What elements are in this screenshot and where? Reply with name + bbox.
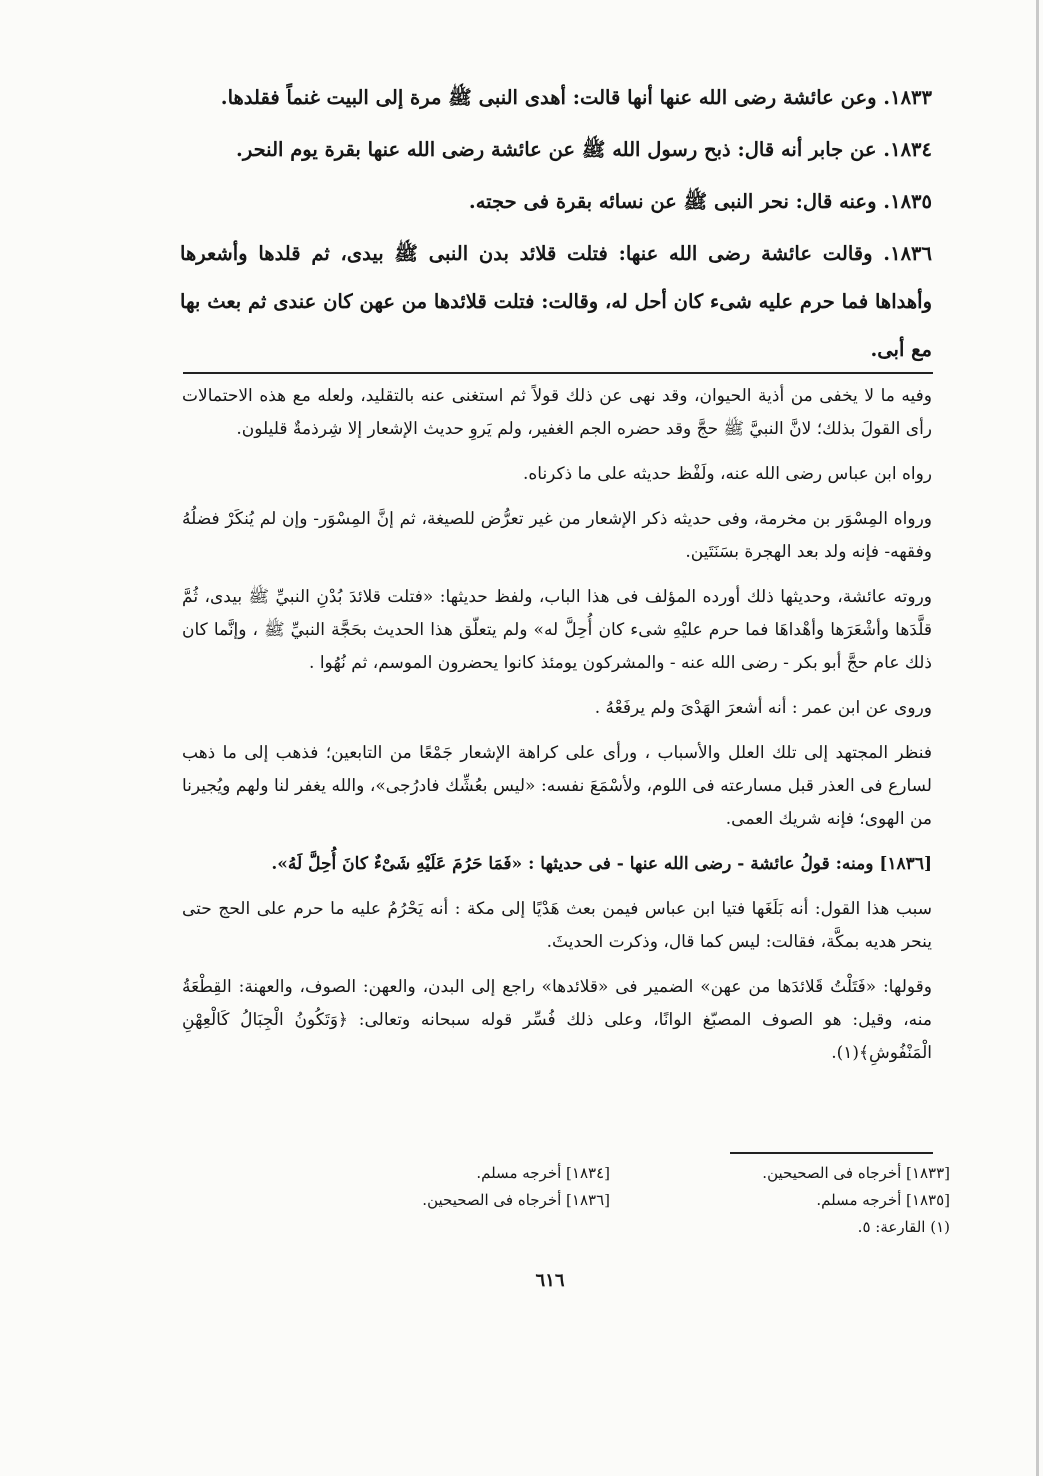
hadith-1834 [180,126,932,174]
commentary-paragraph: سبب هذا القول: أنه بَلَغَها فتيا ابن عباس فيمن بعث هَدْيًا إلى مكة : أنه يَحْرُمُ عليه ما حرم على الحج حتى ينحر هديه بمكَّة، فقالت: ليس كما قال، وذكرت الحديثَ. [182,899,932,952]
commentary-paragraph: رواه ابن عباس رضى الله عنه، ولَفْظ حديثه على ما ذكرناه. [522,464,932,484]
commentary-paragraph: وقولها: «فَتَلْتُ قَلائدَها من عهن» الضمير فى «قلائدها» راجع إلى البدن، والعهن: الصوف، والعهنة: القِطْعَةُ منه، وقيل: هو الصوف المصبّغ الوانًا، وعلى ذلك فُسِّر قوله سبحانه وتعالى: ﴿وَتَكُونُ الْجِبَالُ كَالْعِهْنِ الْمَنْفُوشِ﴾(١). [182,977,932,1063]
hadith-1835 [180,178,932,226]
footnote: [١٨٣٣] أخرجاه فى الصحيحين. [762,1164,950,1182]
footnote-columns [370,1160,950,1241]
footnote: [١٨٣٤] أخرجه مسلم. [476,1164,610,1182]
hadith-body: وعنه قال: نحر النبى ﷺ عن نسائه بقرة فى حجته. [468,190,877,213]
hadith-number: ١٨٣٣. [883,86,932,109]
commentary-paragraph: وروى عن ابن عمر : أنه أشعرَ الهَدْىَ ولم يرفَعْهُ . [594,698,932,718]
hadith-1833 [180,74,932,122]
commentary-paragraph: ورواه المِسْوَر بن مخرمة، وفى حديثه ذكر الإشعار من غير تعرُّض للصيغة، ثم إنَّ المِسْوَر- وإن لم يُنكَرْ فضلُهُ وفقهه- فإنه ولد بعد الهجرة بسَنَتَين. [182,509,932,562]
divider-line [183,372,933,374]
hadith-1836 [180,230,932,374]
hadith-text-block [180,74,932,378]
footnote: [١٨٣٥] أخرجه مسلم. [816,1191,950,1209]
footnote-column-left [370,1160,610,1241]
hadith-number: ١٨٣٦. [883,242,932,265]
footnotes [370,1160,950,1241]
footnote-column-right [610,1160,950,1241]
hadith-number: ١٨٣٤. [883,138,932,161]
commentary-paragraph: وروته عائشة، وحديثها ذلك أورده المؤلف فى هذا الباب، ولفظ حديثها: «فتلت قلائدَ بُدْنِ النبيِّ ﷺ بيدى، ثُمَّ قلَّدَها وأشْعَرَها وأهْداهَا فما حرم عليْهِ شىء كان أُحِلَّ له» ولم يتعلّق هذا الحديث بحَجَّة النبيِّ ﷺ ، وإنَّما كان ذلك عام حجَّ أبو بكر - رضى الله عنه - والمشركون يومئذ كانوا يحضرون الموسم، ثم نُهُوا . [182,587,932,673]
page-number: ٦١٦ [535,1270,565,1291]
footnote: [١٨٣٦] أخرجاه فى الصحيحين. [422,1191,610,1209]
footnote-divider [730,1152,933,1154]
hadith-body: وعن عائشة رضى الله عنها أنها قالت: أهدى النبى ﷺ مرة إلى البيت غنماً فقلدها. [220,86,877,109]
hadith-body: عن جابر أنه قال: ذبح رسول الله ﷺ عن عائشة رضى الله عنها بقرة يوم النحر. [236,138,877,161]
hadith-body: وقالت عائشة رضى الله عنها: فتلت قلائد بدن النبى ﷺ بيدى، ثم قلدها وأشعرها وأهداها فما حرم عليه شىء كان أحل له، وقالت: فتلت قلائدها من عهن كان عندى ثم بعث بها مع أبى. [180,242,932,361]
commentary-paragraph: فنظر المجتهد إلى تلك العلل والأسباب ، ورأى على كراهة الإشعار جَمْعًا من التابعين؛ فذهب إلى ما ذهب لسارع فى العذر قبل مسارعته فى اللوم، ولأسْمَعَ نفسه: «ليس بعُشِّك فادرُجى»، والله يغفر لنا ولهم ويُجيرنا من الهوى؛ فإنه شريك العمى. [182,743,932,829]
commentary-heading: [١٨٣٦] ومنه: قولُ عائشة - رضى الله عنها - فى حديثها : «فَمَا حَرُمَ عَلَيْهِ شَىْءٌ كانَ أُحِلَّ لَهُ». [271,854,932,874]
scan-edge [1036,0,1039,1476]
commentary-paragraph: وفيه ما لا يخفى من أذية الحيوان، وقد نهى عن ذلك قولاً ثم استغنى عنه بالتقليد، ولعله مع هذه الاحتمالات رأى القولَ بذلك؛ لانَّ النبيَّ ﷺ حجَّ وقد حضره الجم الغفير، ولم يَروِ حديث الإشعار إلا شِرذمةٌ قليلون. [182,386,932,439]
commentary-block [182,380,932,1082]
hadith-number: ١٨٣٥. [883,190,932,213]
footnote: (١) القارعة: ٥. [857,1218,950,1236]
